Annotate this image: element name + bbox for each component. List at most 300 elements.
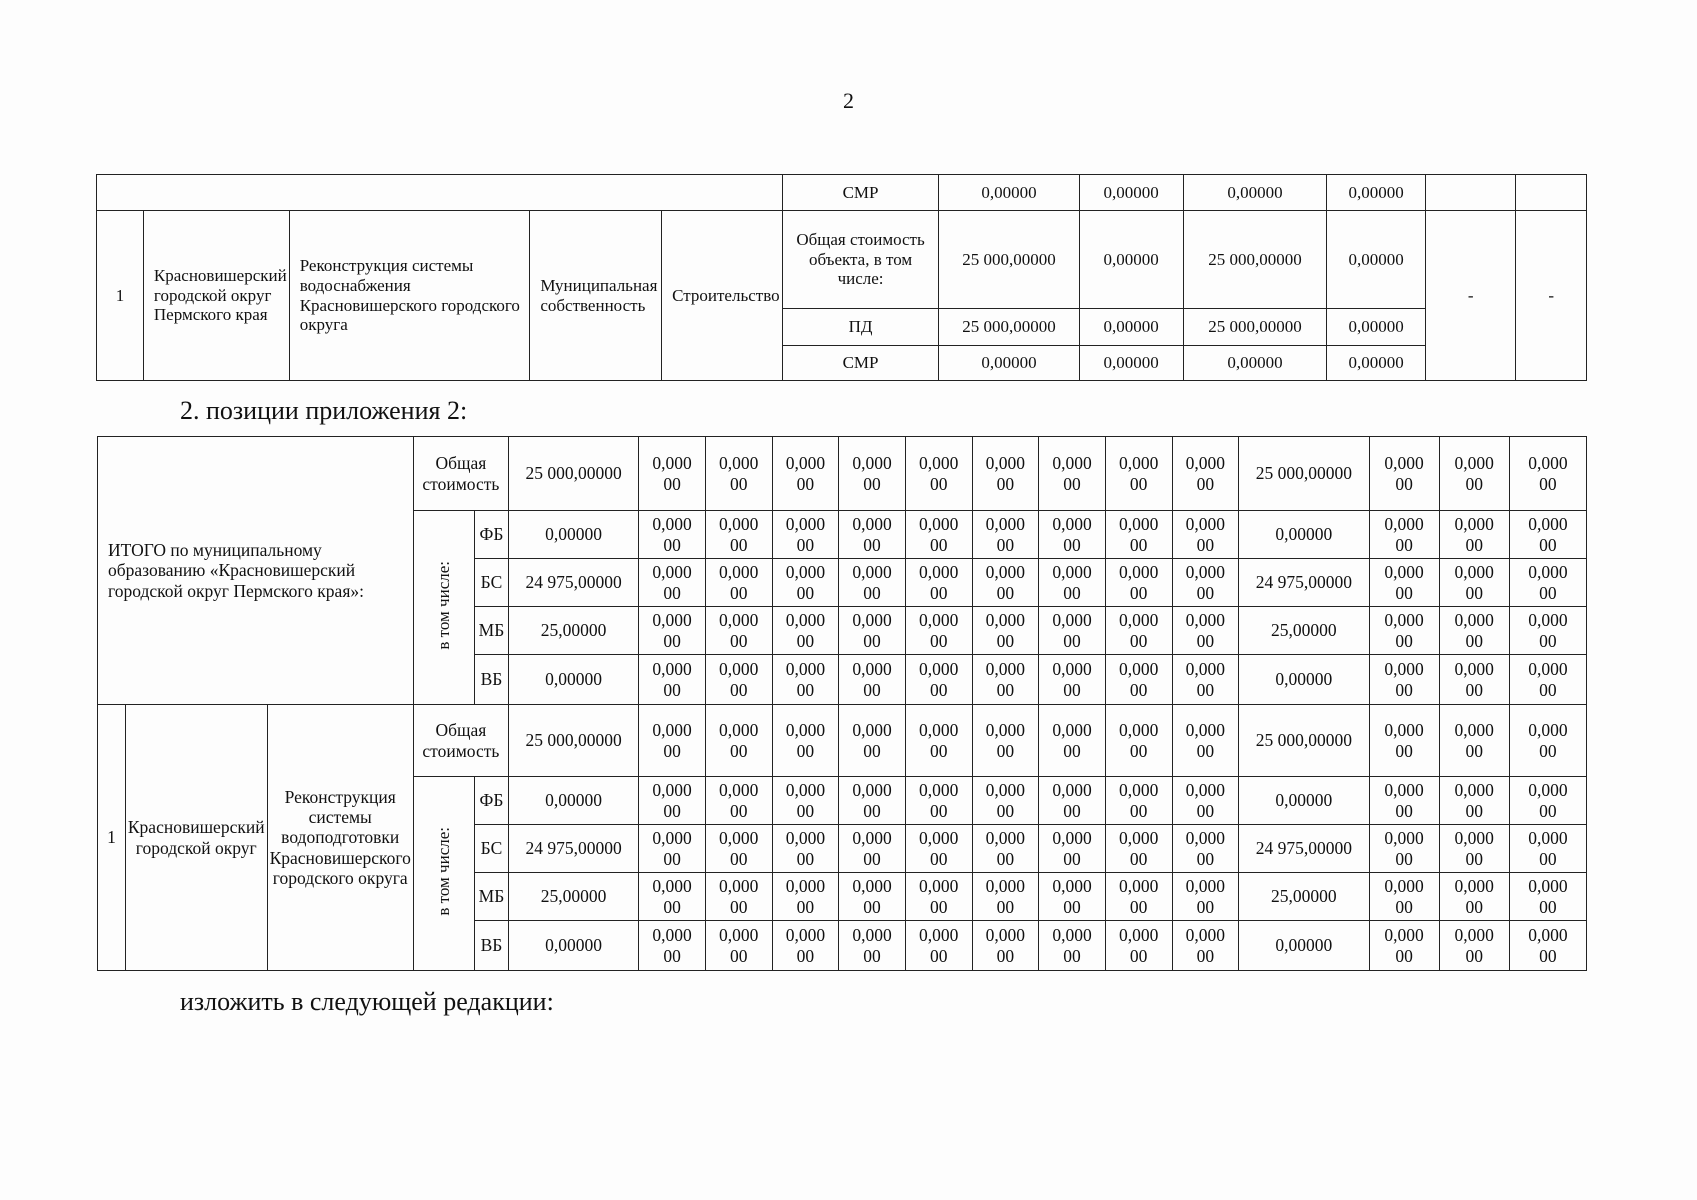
value-cell xyxy=(1172,825,1239,873)
value-cell xyxy=(839,559,906,607)
mid-total-cell: 25 000,00000 xyxy=(1239,437,1369,511)
value-line: 00 xyxy=(863,630,881,651)
mid-total-cell: 0,00000 xyxy=(1239,511,1369,559)
value-line: 00 xyxy=(796,848,815,869)
value-line: 0,000 xyxy=(1528,925,1568,946)
value-line: 0,000 xyxy=(1384,876,1424,897)
value-line: 0,000 xyxy=(1384,828,1424,849)
table-appendix-2 xyxy=(97,436,1587,971)
value-line: 00 xyxy=(1395,679,1413,700)
value-cell xyxy=(772,705,839,777)
value-cell xyxy=(1172,559,1239,607)
value-line: 0,000 xyxy=(1454,514,1494,535)
value-line: 0,000 xyxy=(652,828,692,849)
value-cell xyxy=(705,607,772,655)
value-line: 00 xyxy=(1129,945,1148,966)
value-cell xyxy=(1369,437,1439,511)
value-line: 0,000 xyxy=(1454,780,1494,801)
in-that-number-label: в том числе: xyxy=(434,561,454,650)
value-line: 00 xyxy=(1063,800,1081,821)
value-line: 0,000 xyxy=(1528,562,1568,583)
value-line: 00 xyxy=(1395,473,1413,494)
value-cell xyxy=(972,777,1039,825)
value-line: 00 xyxy=(1129,740,1148,761)
page-number: 2 xyxy=(843,88,854,113)
value-line: 00 xyxy=(729,800,748,821)
value-cell xyxy=(1369,873,1439,921)
value-line: 00 xyxy=(796,945,815,966)
value-cell xyxy=(972,437,1039,511)
value-line: 00 xyxy=(1539,800,1557,821)
value-line: 0,000 xyxy=(652,453,692,474)
value-cell xyxy=(1369,705,1439,777)
value-line: 0,000 xyxy=(1528,720,1568,741)
value-cell xyxy=(1369,655,1439,705)
value-line: 0,000 xyxy=(1528,453,1568,474)
value-line: 0,000 xyxy=(1528,610,1568,631)
total-cell: 0,00000 xyxy=(508,777,638,825)
value-cell: 0,00000 xyxy=(1183,175,1327,211)
row-label: ФБ xyxy=(475,511,509,559)
value-cell xyxy=(1509,873,1586,921)
value-cell xyxy=(1105,921,1172,971)
total-cell: 25,00000 xyxy=(508,607,638,655)
value-line: 0,000 xyxy=(1118,720,1159,741)
value-cell xyxy=(972,825,1039,873)
value-cell xyxy=(772,437,839,511)
value-cell xyxy=(1439,655,1509,705)
value-cell xyxy=(772,825,839,873)
value-line: 0,000 xyxy=(785,514,826,535)
value-line: 00 xyxy=(1539,896,1557,917)
value-cell xyxy=(1439,511,1509,559)
value-line: 00 xyxy=(929,945,948,966)
value-line: 0,000 xyxy=(1052,780,1092,801)
footer-text: изложить в следующей редакции: xyxy=(180,987,554,1016)
section-heading: 2. позиции приложения 2: xyxy=(180,396,468,425)
value-line: 00 xyxy=(729,848,748,869)
value-line: 00 xyxy=(1395,848,1413,869)
value-cell xyxy=(1172,777,1239,825)
value-line: 0,000 xyxy=(919,780,959,801)
row-number: 1 xyxy=(98,705,126,971)
value-line: 0,000 xyxy=(785,780,826,801)
value-line: 00 xyxy=(1196,630,1215,651)
value-line: 0,000 xyxy=(1454,562,1494,583)
value-cell xyxy=(639,655,706,705)
value-line: 0,000 xyxy=(1384,562,1424,583)
value-line: 00 xyxy=(929,800,948,821)
row-number: 1 xyxy=(97,211,144,381)
value-cell xyxy=(1039,437,1106,511)
value-cell xyxy=(1105,607,1172,655)
table-row xyxy=(98,705,1587,777)
mid-total-cell: 24 975,00000 xyxy=(1239,559,1369,607)
value-line: 00 xyxy=(663,679,681,700)
value-cell xyxy=(639,777,706,825)
value-line: 0,000 xyxy=(652,925,692,946)
value-cell xyxy=(705,825,772,873)
value-line: 0,000 xyxy=(1185,780,1226,801)
value-line: 0,000 xyxy=(1384,720,1424,741)
value-line: 0,000 xyxy=(1185,720,1226,741)
value-cell: 0,00000 xyxy=(1327,346,1425,381)
value-line: 0,000 xyxy=(985,562,1026,583)
value-line: 00 xyxy=(1063,740,1081,761)
value-line: 00 xyxy=(1129,848,1148,869)
value-line: 0,000 xyxy=(1384,780,1424,801)
value-line: 00 xyxy=(1196,534,1215,555)
total-cell: 24 975,00000 xyxy=(508,825,638,873)
row-label: БС xyxy=(475,559,509,607)
value-line: 00 xyxy=(1465,473,1483,494)
value-line: 0,000 xyxy=(1118,659,1159,680)
value-cell xyxy=(1039,873,1106,921)
value-cell xyxy=(1172,437,1239,511)
total-cell: 24 975,00000 xyxy=(508,559,638,607)
value-cell xyxy=(1509,655,1586,705)
value-cell xyxy=(1039,921,1106,971)
value-line: 00 xyxy=(1129,800,1148,821)
value-line: 0,000 xyxy=(1118,828,1159,849)
value-line: 00 xyxy=(996,679,1015,700)
total-cell: 0,00000 xyxy=(508,921,638,971)
mid-total-cell: 25 000,00000 xyxy=(1239,705,1369,777)
value-line: 00 xyxy=(929,630,948,651)
table-object-costs xyxy=(96,174,1587,381)
value-line: 0,000 xyxy=(1118,562,1159,583)
value-line: 00 xyxy=(929,473,948,494)
total-cell: 25 000,00000 xyxy=(508,705,638,777)
value-line: 0,000 xyxy=(1052,514,1092,535)
value-line: 00 xyxy=(663,896,681,917)
value-line: 0,000 xyxy=(719,562,759,583)
value-line: 00 xyxy=(1196,848,1215,869)
value-line: 0,000 xyxy=(1052,453,1092,474)
value-line: 00 xyxy=(1395,800,1413,821)
value-cell xyxy=(972,921,1039,971)
value-line: 0,000 xyxy=(852,828,892,849)
value-line: 00 xyxy=(663,582,681,603)
row-label: Общая стоимость объекта, в том числе: xyxy=(782,211,939,309)
value-line: 00 xyxy=(863,945,881,966)
value-line: 0,000 xyxy=(919,720,959,741)
value-line: 0,000 xyxy=(785,562,826,583)
value-line: 0,000 xyxy=(1384,453,1424,474)
value-cell xyxy=(839,825,906,873)
value-line: 00 xyxy=(796,679,815,700)
value-cell xyxy=(772,511,839,559)
value-line: 0,000 xyxy=(719,780,759,801)
value-line: 0,000 xyxy=(785,828,826,849)
value-line: 00 xyxy=(863,582,881,603)
value-line: 0,000 xyxy=(1118,610,1159,631)
value-cell: 25 000,00000 xyxy=(939,309,1079,346)
value-line: 0,000 xyxy=(1528,876,1568,897)
value-line: 0,000 xyxy=(852,659,892,680)
value-line: 0,000 xyxy=(785,720,826,741)
row-label: МБ xyxy=(475,873,509,921)
value-cell xyxy=(1105,873,1172,921)
value-cell: 0,00000 xyxy=(1183,346,1327,381)
value-cell xyxy=(1509,437,1586,511)
value-line: 0,000 xyxy=(1052,925,1092,946)
value-line: 0,000 xyxy=(852,780,892,801)
value-cell xyxy=(1439,559,1509,607)
value-line: 00 xyxy=(729,679,748,700)
value-line: 00 xyxy=(729,534,748,555)
value-line: 00 xyxy=(1539,679,1557,700)
value-line: 0,000 xyxy=(852,514,892,535)
value-cell xyxy=(1439,777,1509,825)
value-line: 00 xyxy=(996,800,1015,821)
value-cell xyxy=(1039,511,1106,559)
value-line: 00 xyxy=(1465,534,1483,555)
value-line: 00 xyxy=(1129,582,1148,603)
value-line: 0,000 xyxy=(1384,514,1424,535)
value-line: 00 xyxy=(1539,945,1557,966)
value-cell xyxy=(705,511,772,559)
value-line: 0,000 xyxy=(852,610,892,631)
empty-cell xyxy=(1425,175,1516,211)
value-line: 00 xyxy=(1063,582,1081,603)
row-label: Общая стоимость xyxy=(413,437,508,511)
value-line: 00 xyxy=(663,945,681,966)
value-line: 00 xyxy=(1539,848,1557,869)
row-label: ФБ xyxy=(475,777,509,825)
value-cell xyxy=(1439,705,1509,777)
value-line: 0,000 xyxy=(1454,659,1494,680)
value-cell xyxy=(839,777,906,825)
value-line: 00 xyxy=(1196,740,1215,761)
value-line: 0,000 xyxy=(852,925,892,946)
value-cell: 0,00000 xyxy=(939,346,1079,381)
value-line: 00 xyxy=(1395,534,1413,555)
dash-cell: - xyxy=(1425,211,1516,381)
mid-total-cell: 0,00000 xyxy=(1239,921,1369,971)
value-line: 00 xyxy=(796,582,815,603)
value-cell xyxy=(639,437,706,511)
value-line: 0,000 xyxy=(1384,659,1424,680)
value-cell xyxy=(1439,873,1509,921)
table-row xyxy=(97,211,1587,309)
ownership-cell: Муниципальная собственность xyxy=(530,211,662,381)
value-cell: 25 000,00000 xyxy=(939,211,1079,309)
value-cell xyxy=(1172,655,1239,705)
value-line: 00 xyxy=(1465,945,1483,966)
value-cell xyxy=(1172,511,1239,559)
value-line: 0,000 xyxy=(1052,876,1092,897)
value-line: 0,000 xyxy=(652,876,692,897)
value-cell xyxy=(905,607,972,655)
work-type-cell: Строительство xyxy=(662,211,782,381)
value-cell xyxy=(905,825,972,873)
in-that-number-cell xyxy=(413,777,474,971)
value-line: 0,000 xyxy=(1185,514,1226,535)
value-line: 00 xyxy=(1539,630,1557,651)
value-line: 0,000 xyxy=(719,876,759,897)
value-line: 00 xyxy=(796,473,815,494)
value-cell xyxy=(1039,777,1106,825)
total-cell: 25,00000 xyxy=(508,873,638,921)
value-line: 0,000 xyxy=(985,720,1026,741)
value-line: 0,000 xyxy=(852,720,892,741)
value-cell xyxy=(905,921,972,971)
value-line: 0,000 xyxy=(985,659,1026,680)
value-line: 0,000 xyxy=(1384,610,1424,631)
value-line: 0,000 xyxy=(985,828,1026,849)
value-line: 0,000 xyxy=(719,514,759,535)
value-line: 0,000 xyxy=(919,610,959,631)
value-line: 0,000 xyxy=(652,659,692,680)
value-line: 00 xyxy=(1395,740,1413,761)
value-cell xyxy=(705,437,772,511)
value-line: 0,000 xyxy=(919,453,959,474)
value-cell xyxy=(905,655,972,705)
value-line: 00 xyxy=(1129,896,1148,917)
value-line: 00 xyxy=(663,630,681,651)
value-line: 0,000 xyxy=(985,876,1026,897)
value-line: 0,000 xyxy=(1052,720,1092,741)
value-cell xyxy=(639,705,706,777)
value-cell xyxy=(1369,511,1439,559)
value-line: 00 xyxy=(1063,896,1081,917)
value-line: 0,000 xyxy=(1528,659,1568,680)
value-cell xyxy=(1509,921,1586,971)
object-cell: Реконструкция системы водоподготовки Красновишерского городского округа xyxy=(267,705,413,971)
value-cell xyxy=(639,825,706,873)
value-cell: 0,00000 xyxy=(1079,346,1183,381)
value-cell xyxy=(772,607,839,655)
value-cell: 0,00000 xyxy=(939,175,1079,211)
value-line: 00 xyxy=(1063,679,1081,700)
value-cell xyxy=(839,873,906,921)
value-line: 00 xyxy=(1539,582,1557,603)
value-line: 0,000 xyxy=(1384,925,1424,946)
value-cell xyxy=(1509,607,1586,655)
row-label: СМР xyxy=(782,175,939,211)
value-line: 00 xyxy=(1063,534,1081,555)
value-cell xyxy=(839,607,906,655)
value-line: 0,000 xyxy=(919,514,959,535)
value-line: 0,000 xyxy=(719,828,759,849)
value-cell xyxy=(1509,777,1586,825)
value-line: 00 xyxy=(796,896,815,917)
value-line: 00 xyxy=(1395,945,1413,966)
value-line: 0,000 xyxy=(785,876,826,897)
value-line: 00 xyxy=(863,534,881,555)
row-label: БС xyxy=(475,825,509,873)
value-cell xyxy=(1509,825,1586,873)
value-line: 00 xyxy=(663,800,681,821)
value-cell xyxy=(1172,607,1239,655)
value-line: 0,000 xyxy=(1052,828,1092,849)
value-line: 00 xyxy=(663,848,681,869)
value-line: 0,000 xyxy=(1185,828,1226,849)
value-line: 00 xyxy=(863,848,881,869)
value-line: 0,000 xyxy=(1052,562,1092,583)
value-cell xyxy=(639,511,706,559)
value-line: 0,000 xyxy=(1454,453,1494,474)
value-line: 0,000 xyxy=(1052,610,1092,631)
object-cell: Реконструкция системы водоснабжения Красновишерского городского округа xyxy=(289,211,530,381)
value-cell xyxy=(1369,607,1439,655)
value-line: 00 xyxy=(1129,630,1148,651)
value-cell xyxy=(772,873,839,921)
row-label: СМР xyxy=(782,346,939,381)
value-cell xyxy=(1172,873,1239,921)
value-cell xyxy=(639,559,706,607)
value-cell xyxy=(1105,437,1172,511)
value-cell xyxy=(972,607,1039,655)
mid-total-cell: 25,00000 xyxy=(1239,873,1369,921)
value-line: 00 xyxy=(796,534,815,555)
value-line: 0,000 xyxy=(985,610,1026,631)
mid-total-cell: 0,00000 xyxy=(1239,655,1369,705)
value-cell xyxy=(1509,511,1586,559)
in-that-number-label: в том числе: xyxy=(434,827,454,916)
value-cell: 25 000,00000 xyxy=(1183,211,1327,309)
value-cell xyxy=(772,777,839,825)
value-line: 0,000 xyxy=(719,925,759,946)
value-cell xyxy=(705,705,772,777)
value-line: 0,000 xyxy=(652,514,692,535)
value-line: 00 xyxy=(929,534,948,555)
value-line: 00 xyxy=(729,582,748,603)
value-line: 0,000 xyxy=(852,876,892,897)
mid-total-cell: 25,00000 xyxy=(1239,607,1369,655)
value-cell xyxy=(1509,705,1586,777)
value-line: 0,000 xyxy=(719,610,759,631)
value-cell xyxy=(905,777,972,825)
value-line: 0,000 xyxy=(985,925,1026,946)
value-cell xyxy=(1172,921,1239,971)
empty-cell xyxy=(1516,175,1587,211)
value-line: 00 xyxy=(796,800,815,821)
empty-cell xyxy=(97,175,783,211)
value-line: 0,000 xyxy=(919,876,959,897)
value-line: 0,000 xyxy=(1454,610,1494,631)
value-line: 00 xyxy=(929,896,948,917)
value-line: 0,000 xyxy=(1528,828,1568,849)
value-cell xyxy=(1369,825,1439,873)
value-line: 0,000 xyxy=(652,610,692,631)
value-line: 00 xyxy=(1465,800,1483,821)
value-line: 00 xyxy=(1063,945,1081,966)
value-line: 0,000 xyxy=(852,562,892,583)
value-line: 00 xyxy=(1196,800,1215,821)
value-line: 0,000 xyxy=(785,453,826,474)
value-line: 00 xyxy=(863,896,881,917)
value-cell xyxy=(772,921,839,971)
value-line: 00 xyxy=(996,896,1015,917)
value-line: 0,000 xyxy=(719,453,759,474)
value-line: 0,000 xyxy=(719,720,759,741)
value-cell xyxy=(1105,655,1172,705)
value-cell: 0,00000 xyxy=(1327,309,1425,346)
value-cell xyxy=(1369,559,1439,607)
value-cell xyxy=(1105,511,1172,559)
value-cell: 0,00000 xyxy=(1327,211,1425,309)
value-cell xyxy=(1039,559,1106,607)
value-line: 0,000 xyxy=(919,659,959,680)
value-cell xyxy=(772,559,839,607)
value-cell xyxy=(839,705,906,777)
value-line: 0,000 xyxy=(652,720,692,741)
total-cell: 0,00000 xyxy=(508,655,638,705)
mid-total-cell: 0,00000 xyxy=(1239,777,1369,825)
value-line: 00 xyxy=(1196,896,1215,917)
